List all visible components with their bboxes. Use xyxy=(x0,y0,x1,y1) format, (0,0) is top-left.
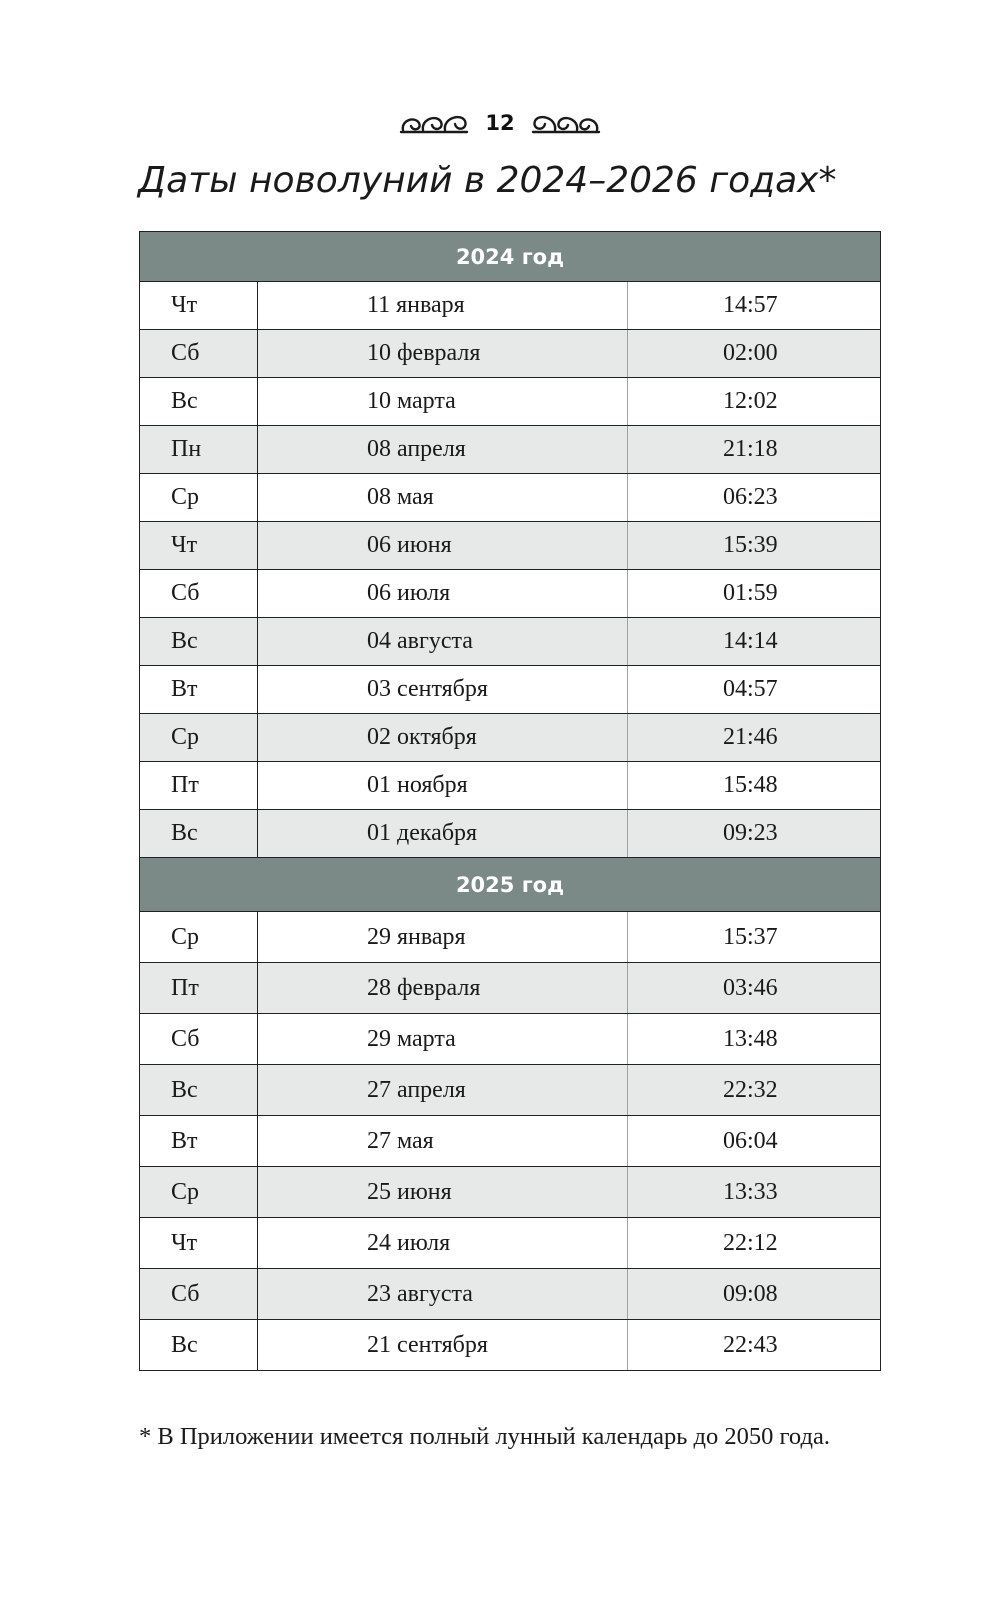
time-cell: 22:12 xyxy=(628,1218,881,1269)
date-cell: 06 июня xyxy=(258,522,628,570)
time-cell: 03:46 xyxy=(628,963,881,1014)
table-row xyxy=(140,282,881,330)
table-row xyxy=(140,810,881,858)
weekday-cell: Пн xyxy=(140,426,258,474)
date-cell: 01 ноября xyxy=(258,762,628,810)
year-2024-section xyxy=(140,232,881,858)
date-cell: 08 апреля xyxy=(258,426,628,474)
time-cell: 02:00 xyxy=(628,330,881,378)
time-cell: 13:33 xyxy=(628,1167,881,1218)
table-row xyxy=(140,1014,881,1065)
weekday-cell: Вт xyxy=(140,1116,258,1167)
table-row xyxy=(140,1116,881,1167)
table-row xyxy=(140,378,881,426)
table-row xyxy=(140,1218,881,1269)
date-cell: 27 мая xyxy=(258,1116,628,1167)
weekday-cell: Чт xyxy=(140,522,258,570)
weekday-cell: Сб xyxy=(140,330,258,378)
date-cell: 28 февраля xyxy=(258,963,628,1014)
time-cell: 22:32 xyxy=(628,1065,881,1116)
table-row xyxy=(140,1167,881,1218)
time-cell: 14:57 xyxy=(628,282,881,330)
time-cell: 06:23 xyxy=(628,474,881,522)
new-moon-table xyxy=(139,231,881,1371)
table-row xyxy=(140,714,881,762)
weekday-cell: Ср xyxy=(140,912,258,963)
year-header-2024 xyxy=(140,232,881,282)
time-cell: 15:48 xyxy=(628,762,881,810)
table-row xyxy=(140,330,881,378)
date-cell: 04 августа xyxy=(258,618,628,666)
date-cell: 27 апреля xyxy=(258,1065,628,1116)
weekday-cell: Чт xyxy=(140,1218,258,1269)
time-cell: 06:04 xyxy=(628,1116,881,1167)
page-number: 12 xyxy=(485,111,515,135)
table-row xyxy=(140,474,881,522)
year-label: 2025 год xyxy=(140,858,881,912)
date-cell: 24 июля xyxy=(258,1218,628,1269)
weekday-cell: Вс xyxy=(140,618,258,666)
weekday-cell: Ср xyxy=(140,1167,258,1218)
page-title: Даты новолуний в 2024–2026 годах* xyxy=(138,160,837,201)
date-cell: 03 сентября xyxy=(258,666,628,714)
table-row xyxy=(140,426,881,474)
date-cell: 29 января xyxy=(258,912,628,963)
time-cell: 21:18 xyxy=(628,426,881,474)
year-label: 2024 год xyxy=(140,232,881,282)
weekday-cell: Сб xyxy=(140,1269,258,1320)
date-cell: 23 августа xyxy=(258,1269,628,1320)
swirl-ornament-icon xyxy=(529,110,601,136)
page-header xyxy=(0,110,1000,136)
time-cell: 09:23 xyxy=(628,810,881,858)
table-row xyxy=(140,1065,881,1116)
year-header-2025 xyxy=(140,858,881,912)
weekday-cell: Сб xyxy=(140,570,258,618)
table-row xyxy=(140,666,881,714)
table-row xyxy=(140,912,881,963)
table-row xyxy=(140,762,881,810)
date-cell: 06 июля xyxy=(258,570,628,618)
weekday-cell: Пт xyxy=(140,963,258,1014)
table-row xyxy=(140,1320,881,1371)
weekday-cell: Вт xyxy=(140,666,258,714)
date-cell: 10 марта xyxy=(258,378,628,426)
weekday-cell: Ср xyxy=(140,714,258,762)
date-cell: 02 октября xyxy=(258,714,628,762)
time-cell: 21:46 xyxy=(628,714,881,762)
swirl-ornament-icon xyxy=(399,110,471,136)
year-2025-section xyxy=(140,858,881,1371)
weekday-cell: Чт xyxy=(140,282,258,330)
table-row xyxy=(140,1269,881,1320)
time-cell: 09:08 xyxy=(628,1269,881,1320)
weekday-cell: Вс xyxy=(140,1065,258,1116)
time-cell: 01:59 xyxy=(628,570,881,618)
date-cell: 21 сентября xyxy=(258,1320,628,1371)
time-cell: 22:43 xyxy=(628,1320,881,1371)
time-cell: 14:14 xyxy=(628,618,881,666)
date-cell: 10 февраля xyxy=(258,330,628,378)
table-row xyxy=(140,570,881,618)
weekday-cell: Пт xyxy=(140,762,258,810)
weekday-cell: Вс xyxy=(140,810,258,858)
date-cell: 01 декабря xyxy=(258,810,628,858)
weekday-cell: Сб xyxy=(140,1014,258,1065)
date-cell: 11 января xyxy=(258,282,628,330)
time-cell: 15:39 xyxy=(628,522,881,570)
footnote: * В Приложении имеется полный лунный календарь до 2050 года. xyxy=(139,1423,830,1450)
date-cell: 25 июня xyxy=(258,1167,628,1218)
time-cell: 13:48 xyxy=(628,1014,881,1065)
weekday-cell: Вс xyxy=(140,378,258,426)
table-row xyxy=(140,522,881,570)
weekday-cell: Вс xyxy=(140,1320,258,1371)
time-cell: 04:57 xyxy=(628,666,881,714)
weekday-cell: Ср xyxy=(140,474,258,522)
date-cell: 29 марта xyxy=(258,1014,628,1065)
time-cell: 15:37 xyxy=(628,912,881,963)
table-row xyxy=(140,963,881,1014)
time-cell: 12:02 xyxy=(628,378,881,426)
date-cell: 08 мая xyxy=(258,474,628,522)
table-row xyxy=(140,618,881,666)
